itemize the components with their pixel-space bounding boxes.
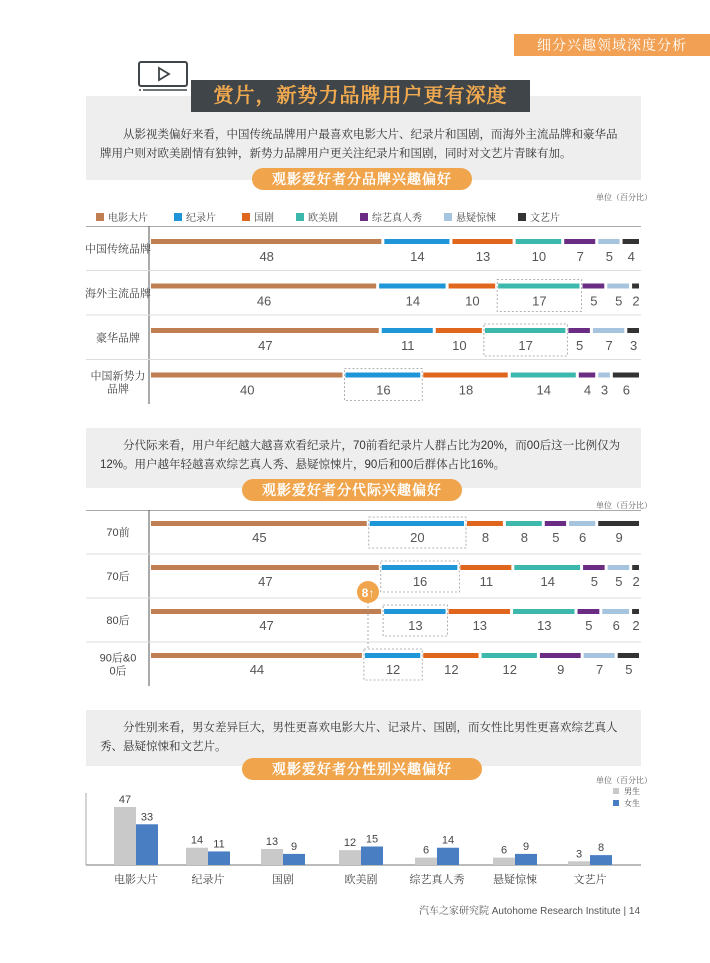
bar [114, 807, 136, 865]
value-label: 9 [615, 530, 623, 545]
value-label: 10 [452, 338, 467, 353]
value-label: 4 [583, 382, 592, 398]
value-label: 2 [632, 574, 640, 589]
bar-segment [569, 521, 595, 526]
bar-segment [613, 373, 639, 378]
bar [186, 848, 208, 865]
bar-segment [607, 284, 629, 289]
value-label: 6 [422, 844, 430, 857]
bar-segment [627, 328, 639, 333]
legend-item [360, 209, 422, 224]
value-label: 5 [625, 662, 633, 677]
bar-segment [151, 521, 367, 526]
category-label: 海外主流品牌 [85, 287, 151, 300]
value-label: 17 [532, 293, 547, 309]
value-label: 3 [630, 338, 638, 353]
unit-label-2: 单位（百分比） [596, 501, 652, 510]
legend-label: 纪录片 [186, 213, 216, 224]
bar [493, 858, 515, 865]
bar-segment [382, 565, 458, 570]
legend-label: 文艺片 [530, 213, 560, 224]
value-label: 14 [441, 834, 455, 847]
bar-segment [384, 239, 449, 244]
bar-segment [632, 284, 639, 289]
value-label: 18 [458, 382, 474, 398]
value-label: 7 [576, 249, 584, 264]
legend-label: 国剧 [254, 213, 274, 224]
value-label: 14 [405, 293, 421, 309]
bar-segment [485, 328, 565, 333]
bar-segment [365, 653, 420, 658]
value-label: 14 [540, 574, 555, 589]
bar-segment [602, 609, 629, 614]
category-label: 0后 [109, 665, 127, 678]
category-label: 90后&0 [99, 652, 137, 665]
value-label: 20 [410, 530, 425, 545]
value-label: 5 [605, 249, 614, 264]
bar-segment [511, 373, 576, 378]
category-label: 70后 [106, 571, 130, 583]
bar-segment [623, 239, 639, 244]
bar-segment [540, 653, 581, 658]
paragraph-gender: 分性别来看，男女差异巨大，男性更喜欢电影大片、记录片、国剧，而女性比男性更喜欢综艺真人秀、悬疑惊悚和文艺片。 [100, 722, 618, 753]
value-label: 7 [605, 338, 613, 353]
bar-segment [370, 521, 464, 526]
value-label: 5 [590, 293, 598, 309]
value-label: 9 [290, 840, 298, 853]
bar-segment [151, 653, 362, 658]
bar-segment [582, 284, 604, 289]
legend-label: 男生 [624, 787, 640, 796]
bar-segment [452, 239, 512, 244]
category-label: 70前 [106, 527, 130, 539]
value-label: 6 [579, 530, 587, 545]
value-label: 46 [256, 293, 272, 309]
value-label: 6 [612, 618, 620, 633]
bar-segment [545, 521, 566, 526]
value-label: 45 [252, 530, 267, 545]
bar [568, 861, 590, 865]
value-label: 9 [557, 662, 565, 677]
value-label: 11 [401, 338, 415, 353]
bar-segment [583, 565, 605, 570]
bar-segment [382, 328, 433, 333]
bar-segment [598, 521, 639, 526]
legend-item [518, 209, 560, 224]
value-label: 17 [518, 338, 533, 353]
bar [415, 858, 437, 865]
bar-segment [578, 609, 600, 614]
value-label: 10 [465, 293, 480, 309]
category-label: 电影大片 [114, 874, 158, 886]
value-label: 12 [343, 837, 357, 850]
legend-label: 女生 [624, 799, 640, 808]
value-label: 8 [481, 530, 490, 545]
value-label: 5 [615, 574, 623, 589]
bar [208, 851, 230, 865]
value-label: 2 [632, 293, 640, 309]
section-tag: 细分兴趣领域深度分析 [514, 34, 710, 56]
legend-item [96, 209, 148, 224]
value-label: 5 [590, 574, 598, 589]
bar [261, 849, 283, 865]
legend-item [242, 209, 274, 224]
value-label: 14 [410, 249, 425, 264]
category-label: 综艺真人秀 [409, 874, 465, 886]
bar-segment [436, 328, 482, 333]
paragraph-generation: 分代际来看，用户年纪越大越喜欢看纪录片，70前看纪录片人群占比为20%，而00后这一比例仅为12%。用户越年轻越喜欢综艺真人秀、悬疑惊悚片，90后和00后群体占比16%。 [100, 440, 621, 471]
value-label: 9 [522, 840, 530, 853]
legend-swatch [296, 213, 304, 221]
category-label: 品牌 [107, 383, 129, 396]
bar [136, 824, 158, 865]
bar-segment [618, 653, 639, 658]
bar-segment [151, 373, 342, 378]
category-label: 文艺片 [573, 874, 607, 886]
bar-segment [151, 565, 379, 570]
legend-item [444, 209, 496, 224]
bar-segment [579, 373, 595, 378]
value-label: 12 [502, 662, 517, 677]
bar [515, 854, 537, 865]
value-label: 8 [597, 842, 605, 855]
bar [339, 850, 361, 865]
value-label: 12 [444, 662, 459, 677]
legend-label: 综艺真人秀 [372, 213, 422, 224]
gender-bar-chart [0, 785, 710, 895]
legend-item [174, 209, 216, 224]
value-label: 10 [531, 249, 547, 264]
value-label: 12 [385, 662, 401, 677]
generation-stacked-bar-chart [0, 510, 710, 690]
value-label: 47 [118, 794, 132, 806]
value-label: 13 [475, 249, 491, 264]
value-label: 16 [376, 382, 391, 398]
bar-segment [632, 565, 639, 570]
bar-segment [564, 239, 595, 244]
bar-segment [593, 328, 624, 333]
category-label: 纪录片 [191, 874, 225, 886]
category-label: 中国新势力 [90, 370, 146, 383]
value-label: 3 [575, 848, 583, 861]
value-label: 40 [239, 382, 255, 398]
bar-segment [151, 609, 381, 614]
legend-label: 悬疑惊悚 [456, 213, 496, 224]
legend-label: 欧美剧 [308, 213, 338, 224]
bar-segment [384, 609, 445, 614]
bar-segment [379, 284, 445, 289]
bar [361, 846, 383, 865]
value-label: 47 [258, 338, 273, 353]
chart-title-gender: 观影爱好者分性别兴趣偏好 [242, 758, 482, 780]
bar-segment [151, 328, 379, 333]
footer: 汽车之家研究院 Autohome Research Institute | 14 [418, 906, 640, 917]
category-label: 80后 [106, 615, 130, 627]
legend-swatch [174, 213, 182, 221]
value-label: 14 [190, 834, 204, 847]
value-label: 15 [365, 833, 379, 846]
value-label: 13 [537, 618, 552, 633]
unit-label-1: 单位（百分比） [596, 193, 652, 202]
category-label: 悬疑惊悚 [493, 874, 537, 886]
bar-segment [423, 373, 508, 378]
bar-segment [598, 239, 619, 244]
value-label: 2 [632, 618, 640, 633]
category-label: 豪华品牌 [96, 332, 140, 345]
bar [437, 848, 459, 865]
legend [96, 209, 641, 224]
legend-swatch [444, 213, 452, 221]
annotation-label: 8↑ [361, 586, 375, 600]
bar-segment [423, 653, 478, 658]
value-label: 47 [258, 574, 273, 589]
value-label: 7 [596, 662, 604, 677]
bar-segment [498, 284, 579, 289]
chart-title-brand: 观影爱好者分品牌兴趣偏好 [252, 168, 472, 190]
value-label: 13 [265, 835, 279, 848]
bar-segment [151, 284, 376, 289]
bar [590, 855, 612, 865]
bar-segment [151, 239, 381, 244]
bar-segment [467, 521, 503, 526]
legend-swatch [518, 213, 526, 221]
bar-segment [514, 565, 580, 570]
bar-segment [632, 609, 639, 614]
bar-segment [449, 284, 496, 289]
value-label: 8 [520, 530, 528, 545]
value-label: 5 [552, 530, 560, 545]
bar-segment [513, 609, 574, 614]
category-label: 中国传统品牌 [85, 243, 151, 256]
bar [283, 854, 305, 865]
video-play-icon [137, 60, 189, 94]
value-label: 13 [472, 618, 488, 633]
paragraph-brand: 从影视类偏好来看，中国传统品牌用户最喜欢电影大片、纪录片和国剧，而海外主流品牌和豪华品牌用户则对欧美剧情有独钟，新势力品牌用户更关注纪录片和国剧，同时对文艺片青睐有加。 [100, 129, 618, 160]
value-label: 48 [259, 249, 274, 264]
value-label: 14 [536, 382, 552, 398]
bar-segment [449, 609, 510, 614]
bar-segment [608, 565, 630, 570]
value-label: 16 [412, 574, 428, 589]
unit-label-3: 单位（百分比） [596, 776, 652, 785]
bar-segment [506, 521, 542, 526]
value-label: 47 [259, 618, 274, 633]
legend-label: 电影大片 [108, 213, 148, 224]
value-label: 5 [585, 618, 593, 633]
category-label: 欧美剧 [344, 874, 378, 886]
category-label: 国剧 [272, 874, 294, 886]
value-label: 6 [500, 844, 508, 857]
legend-swatch [613, 800, 619, 806]
bar-segment [460, 565, 511, 570]
legend-swatch [360, 213, 368, 221]
chart-title-generation: 观影爱好者分代际兴趣偏好 [242, 479, 462, 501]
bar-segment [598, 373, 610, 378]
bar-segment [516, 239, 562, 244]
value-label: 44 [249, 662, 265, 677]
value-label: 4 [627, 249, 635, 264]
bar-segment [568, 328, 590, 333]
value-label: 13 [408, 618, 423, 633]
value-label: 5 [615, 293, 623, 309]
legend-swatch [96, 213, 104, 221]
page-title: 赏片，新势力品牌用户更有深度 [191, 80, 530, 112]
value-label: 11 [479, 574, 494, 589]
legend-swatch [242, 213, 250, 221]
legend-item [296, 209, 338, 224]
value-label: 5 [576, 338, 584, 353]
bar-segment [345, 373, 420, 378]
value-label: 3 [600, 382, 609, 398]
brand-stacked-bar-chart [0, 226, 710, 406]
value-label: 6 [622, 382, 631, 398]
bar-segment [482, 653, 537, 658]
bar-segment [584, 653, 615, 658]
value-label: 11 [213, 838, 225, 851]
legend-swatch [613, 788, 619, 794]
value-label: 33 [140, 811, 154, 824]
